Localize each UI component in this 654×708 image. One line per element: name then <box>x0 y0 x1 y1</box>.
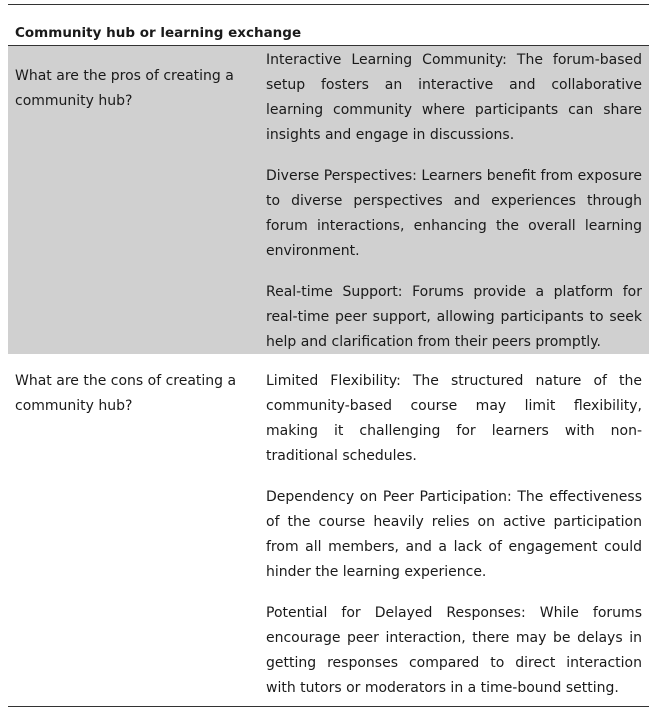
question-cell-cons: What are the cons of creating a community hub? <box>15 373 237 414</box>
pro-paragraph: Real-time Support: Forums provide a platform for real-time peer support, allowing participants to seek help and clarification from their peers promptly. <box>266 284 642 350</box>
con-paragraph: Dependency on Peer Participation: The effectiveness of the course heavily relies on active participation from all members, and a lack of engagement could hinder the learning experience. <box>266 489 642 580</box>
pro-paragraph: Diverse Perspectives: Learners benefit from exposure to diverse perspectives and experiences through forum interactions, enhancing the overall learning environment. <box>266 168 642 259</box>
table-row-pros <box>8 46 649 354</box>
con-paragraph: Potential for Delayed Responses: While forums encourage peer interaction, there may be delays in getting responses compared to direct interaction with tutors or moderators in a time-bound setting. <box>266 605 642 696</box>
table-row-cons <box>8 354 649 706</box>
pros-cons-table <box>8 4 649 707</box>
answer-cell-pros <box>259 48 649 354</box>
table-title: Community hub or learning exchange <box>8 5 649 46</box>
answer-cell-cons <box>259 369 649 701</box>
question-cell-pros: What are the pros of creating a community hub? <box>15 68 234 109</box>
con-paragraph: Limited Flexibility: The structured nature of the community-based course may limit flexibility, making it challenging for learners with non-traditional schedules. <box>266 373 642 464</box>
pro-paragraph: Interactive Learning Community: The forum-based setup fosters an interactive and collaborative learning community where participants can share insights and engage in discussions. <box>266 52 642 143</box>
